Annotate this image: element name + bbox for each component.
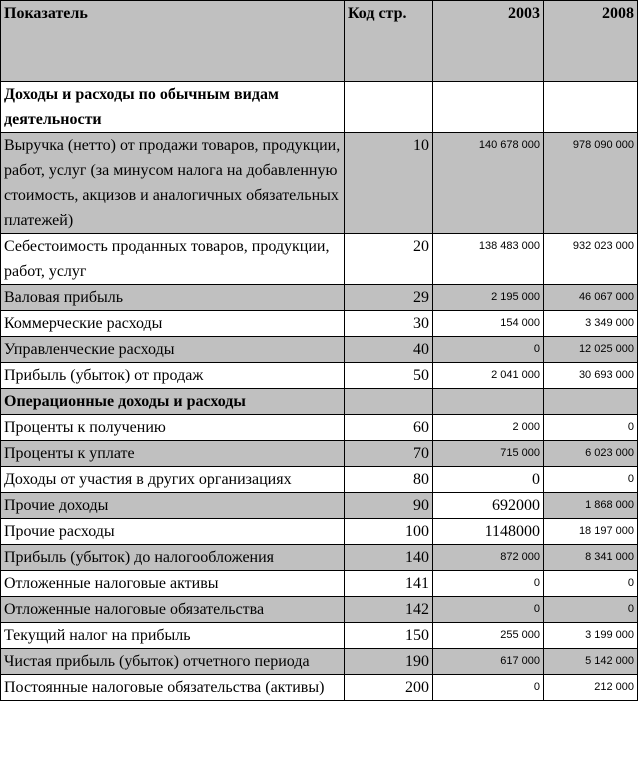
table-row [1,415,638,441]
row-code: 90 [345,493,433,519]
row-value-2008 [544,389,638,415]
header-year-2008: 2008 [544,1,638,82]
row-name: Чистая прибыль (убыток) отчетного периода [1,649,345,675]
row-name: Прочие расходы [1,519,345,545]
table-row [1,441,638,467]
row-value-2008: 12 025 000 [544,337,638,363]
row-name: Постоянные налоговые обязательства (активы) [1,675,345,701]
row-value-2008: 212 000 [544,675,638,701]
table-row [1,545,638,571]
table-row [1,467,638,493]
table-row [1,597,638,623]
row-value-2003: 692000 [433,493,544,519]
row-value-2003 [433,389,544,415]
table-row [1,311,638,337]
row-code: 100 [345,519,433,545]
row-name: Прибыль (убыток) до налогообложения [1,545,345,571]
row-name: Прибыль (убыток) от продаж [1,363,345,389]
row-code: 50 [345,363,433,389]
row-value-2008: 6 023 000 [544,441,638,467]
row-name: Текущий налог на прибыль [1,623,345,649]
row-value-2008: 978 090 000 [544,133,638,234]
row-value-2008: 0 [544,571,638,597]
row-code [345,82,433,133]
row-value-2003: 138 483 000 [433,234,544,285]
row-value-2003: 0 [433,467,544,493]
row-name: Доходы от участия в других организациях [1,467,345,493]
row-value-2003: 154 000 [433,311,544,337]
header-indicator: Показатель [1,1,345,82]
header-line-code: Код стр. [345,1,433,82]
row-name: Валовая прибыль [1,285,345,311]
row-code: 80 [345,467,433,493]
row-code: 200 [345,675,433,701]
row-code: 150 [345,623,433,649]
table-row [1,519,638,545]
row-value-2008: 46 067 000 [544,285,638,311]
row-name: Операционные доходы и расходы [1,389,345,415]
table-row [1,493,638,519]
row-value-2008: 0 [544,597,638,623]
row-value-2008: 3 349 000 [544,311,638,337]
row-name: Коммерческие расходы [1,311,345,337]
row-value-2008: 30 693 000 [544,363,638,389]
row-name: Отложенные налоговые обязательства [1,597,345,623]
row-value-2003: 0 [433,337,544,363]
row-value-2003: 617 000 [433,649,544,675]
row-value-2008: 932 023 000 [544,234,638,285]
row-name: Проценты к уплате [1,441,345,467]
table-row-section-operating [1,389,638,415]
row-value-2003: 0 [433,675,544,701]
row-value-2003 [433,82,544,133]
row-name: Управленческие расходы [1,337,345,363]
table-row [1,133,638,234]
row-code [345,389,433,415]
table-row [1,363,638,389]
row-code: 10 [345,133,433,234]
row-code: 30 [345,311,433,337]
row-code: 140 [345,545,433,571]
row-value-2008: 1 868 000 [544,493,638,519]
table-row [1,337,638,363]
row-value-2003: 2 041 000 [433,363,544,389]
row-value-2003: 872 000 [433,545,544,571]
row-value-2008: 3 199 000 [544,623,638,649]
row-value-2003: 255 000 [433,623,544,649]
row-name: Себестоимость проданных товаров, продукции, работ, услуг [1,234,345,285]
row-code: 70 [345,441,433,467]
table-row [1,649,638,675]
row-value-2008: 18 197 000 [544,519,638,545]
row-value-2008 [544,82,638,133]
row-code: 29 [345,285,433,311]
row-value-2008: 5 142 000 [544,649,638,675]
row-name: Выручка (нетто) от продажи товаров, продукции, работ, услуг (за минусом налога на добавленную стоимость, акцизов и аналогичных обязательных платежей) [1,133,345,234]
row-code: 142 [345,597,433,623]
row-code: 141 [345,571,433,597]
row-name: Отложенные налоговые активы [1,571,345,597]
row-name: Прочие доходы [1,493,345,519]
row-value-2003: 2 195 000 [433,285,544,311]
table-row [1,623,638,649]
row-code: 20 [345,234,433,285]
row-code: 60 [345,415,433,441]
row-value-2003: 140 678 000 [433,133,544,234]
row-name: Проценты к получению [1,415,345,441]
table-row [1,571,638,597]
table-row-section-ordinary [1,82,638,133]
row-code: 40 [345,337,433,363]
header-year-2003: 2003 [433,1,544,82]
row-code: 190 [345,649,433,675]
row-value-2008: 8 341 000 [544,545,638,571]
row-value-2008: 0 [544,415,638,441]
table-row [1,675,638,701]
row-value-2008: 0 [544,467,638,493]
table-row [1,234,638,285]
row-name: Доходы и расходы по обычным видам деятельности [1,82,345,133]
row-value-2003: 0 [433,597,544,623]
row-value-2003: 1148000 [433,519,544,545]
row-value-2003: 0 [433,571,544,597]
row-value-2003: 2 000 [433,415,544,441]
table-row [1,285,638,311]
table-header-row [1,1,638,82]
row-value-2003: 715 000 [433,441,544,467]
